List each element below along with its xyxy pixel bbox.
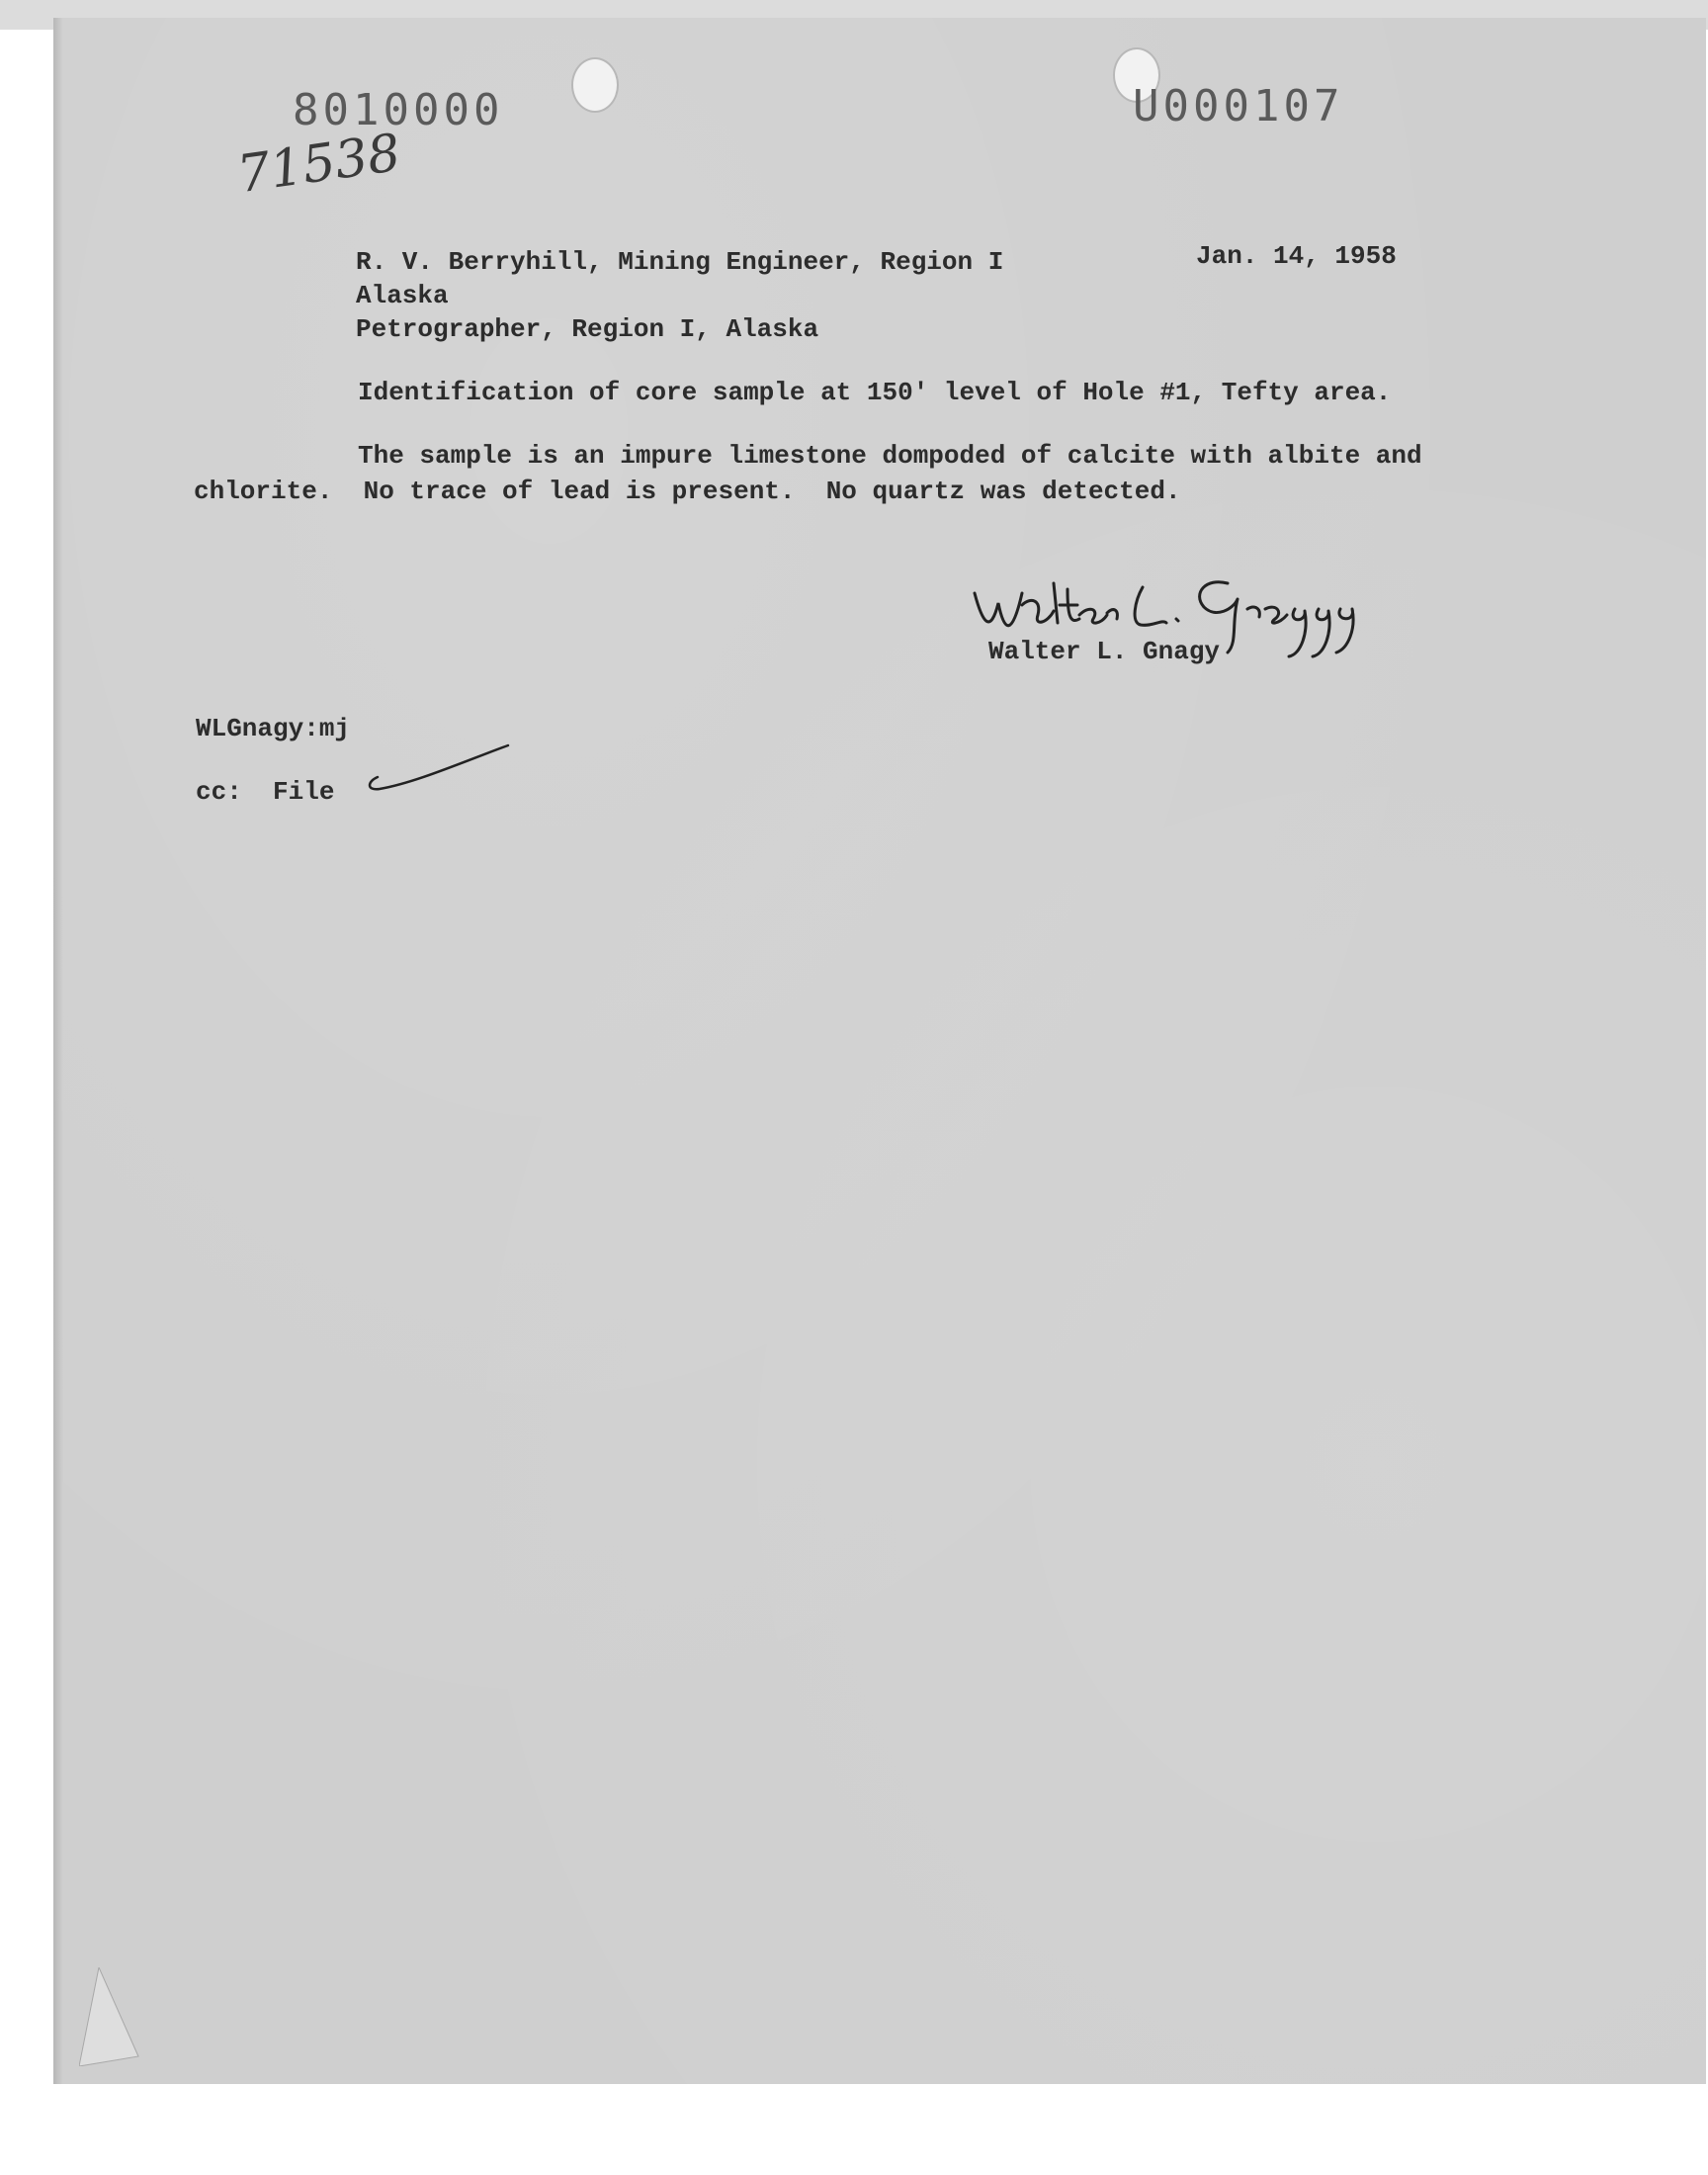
recipient-location: Alaska: [356, 281, 449, 310]
sender-line: Petrographer, Region I, Alaska: [356, 314, 819, 344]
handwritten-file-number: 71538: [233, 123, 404, 206]
document-page: [53, 18, 1706, 2084]
stamp-number-left: 8010000: [293, 85, 504, 135]
typist-initials: WLGnagy:mj: [196, 714, 351, 743]
body-paragraph-line-2: chlorite. No trace of lead is present. No quartz was detected.: [194, 477, 1181, 506]
punch-hole-left: [571, 57, 619, 113]
recipient-line: R. V. Berryhill, Mining Engineer, Region I: [356, 247, 1004, 277]
subject-line: Identification of core sample at 150' level of Hole #1, Tefty area.: [358, 378, 1392, 407]
signer-name: Walter L. Gnagy: [988, 637, 1221, 666]
document-date: Jan. 14, 1958: [1196, 241, 1397, 271]
body-paragraph-line-1: The sample is an impure limestone dompoded of calcite with albite and: [358, 441, 1422, 471]
carbon-copy-line: cc: File: [196, 777, 335, 807]
page-edge-shadow: [53, 18, 63, 2084]
file-check-mark: [356, 740, 514, 799]
folded-corner: [79, 1967, 158, 2066]
stamp-number-right: U000107: [1133, 81, 1344, 131]
